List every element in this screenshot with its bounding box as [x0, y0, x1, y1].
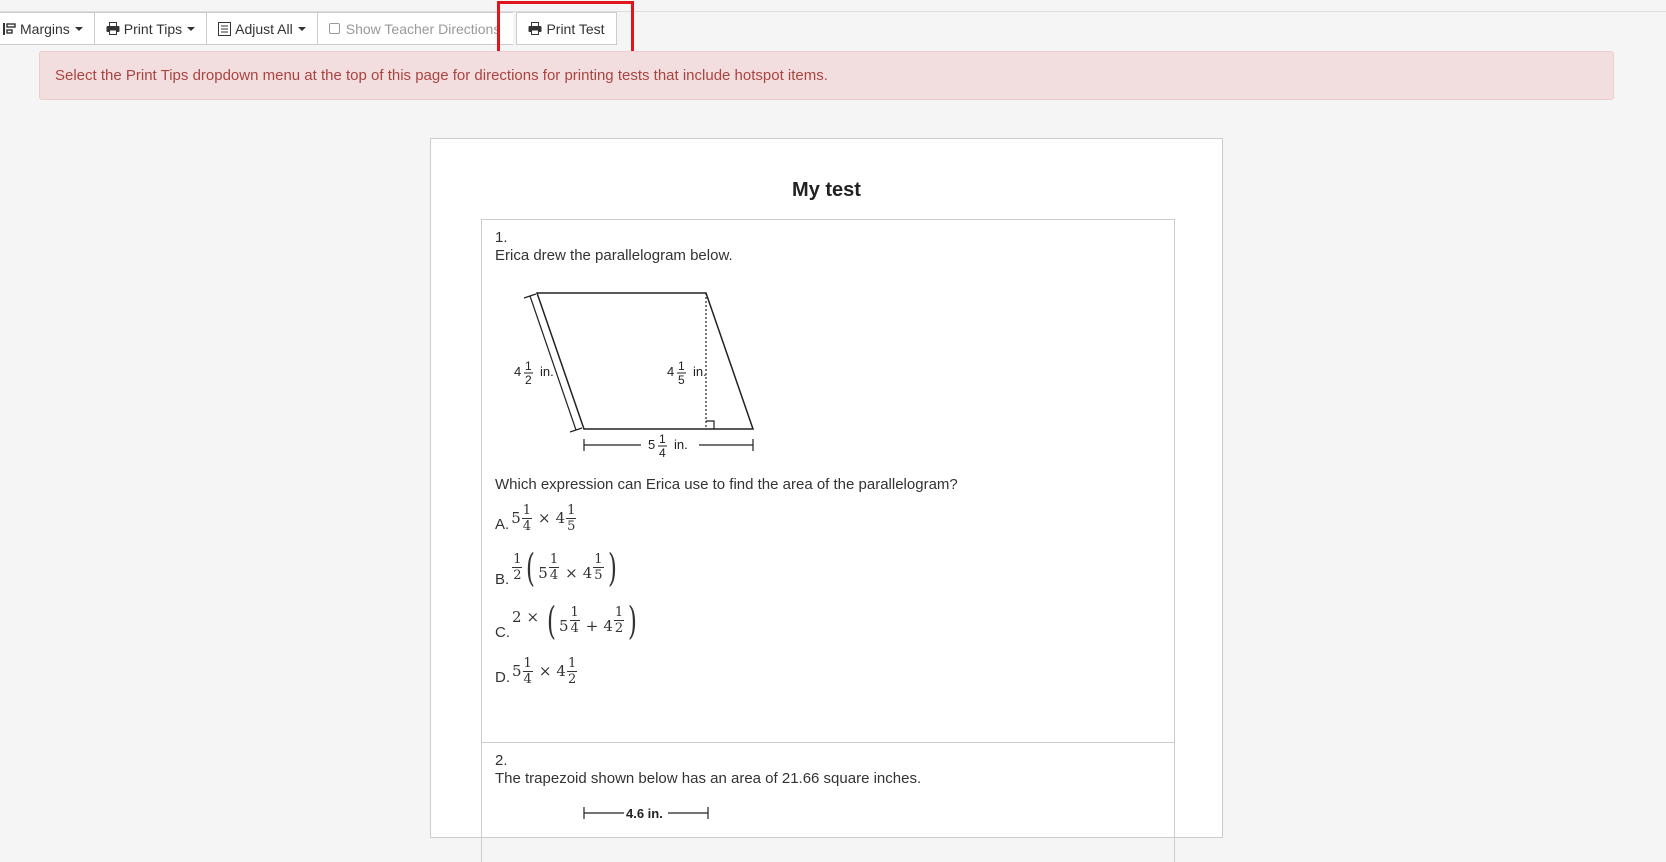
- print-tips-dropdown[interactable]: [94, 12, 207, 45]
- chevron-down-icon: [75, 27, 83, 31]
- adjust-all-dropdown[interactable]: [206, 12, 318, 45]
- side-num: 1: [525, 359, 532, 373]
- chevron-down-icon: [298, 27, 306, 31]
- base-whole: 5: [648, 437, 656, 452]
- adjust-all-label: Adjust All: [235, 20, 293, 37]
- list-icon: [218, 22, 231, 36]
- test-page: [430, 138, 1223, 838]
- checkbox-icon[interactable]: [329, 23, 340, 34]
- printer-icon: [106, 22, 120, 35]
- height-den: 5: [678, 373, 685, 387]
- question-2: [481, 742, 1175, 862]
- trapezoid-figure: [582, 801, 722, 825]
- print-test-label: Print Test: [546, 20, 605, 37]
- question-prompt: Which expression can Erica use to find the area of the parallelogram?: [495, 476, 958, 493]
- margins-dropdown[interactable]: [0, 12, 95, 45]
- base-num: 1: [659, 432, 666, 446]
- question-stem: The trapezoid shown below has an area of 21.66 square inches.: [495, 770, 922, 787]
- question-number: 2.: [495, 752, 508, 769]
- question-stem: Erica drew the parallelogram below.: [495, 247, 733, 264]
- base-den: 4: [659, 446, 666, 460]
- margins-label: Margins: [20, 20, 70, 37]
- chevron-down-icon: [187, 27, 195, 31]
- print-tips-alert: [39, 51, 1614, 100]
- question-1: [481, 219, 1175, 742]
- trapezoid-top-label: 4.6 in.: [626, 806, 663, 821]
- answer-option-c[interactable]: C. 2 × ( 5 $\frac{1}{4}$ + 4 $\frac{1}{2}$ ): [495, 599, 638, 643]
- side-whole: 4: [514, 364, 522, 379]
- print-tips-label: Print Tips: [123, 20, 183, 37]
- toolbar: [0, 12, 512, 45]
- answer-option-d[interactable]: D. 5 $\frac{1}{4}$ × 4 $\frac{1}{2}$: [495, 656, 577, 687]
- parallelogram-figure: [507, 280, 777, 460]
- question-number: 1.: [495, 229, 508, 246]
- height-unit: in.: [693, 364, 707, 379]
- test-title: My test: [792, 179, 861, 201]
- height-num: 1: [678, 359, 685, 373]
- height-whole: 4: [667, 364, 675, 379]
- side-unit: in.: [540, 364, 554, 379]
- alert-text: Select the Print Tips dropdown menu at the top of this page for directions for printing tests that include hotspot items.: [55, 67, 828, 84]
- base-unit: in.: [674, 437, 688, 452]
- answer-option-b[interactable]: B. $\frac{1}{2}$ ( 5 $\frac{1}{4}$ × 4 $\frac{1}{5}$ ): [495, 546, 617, 590]
- show-teacher-directions-toggle[interactable]: [317, 12, 513, 45]
- answer-option-a[interactable]: A. 5 $\frac{1}{4}$ × 4 $\frac{1}{5}$: [495, 503, 576, 534]
- side-den: 2: [525, 373, 532, 387]
- teacher-directions-label: Show Teacher Directions: [345, 20, 501, 37]
- margins-icon: [2, 22, 16, 36]
